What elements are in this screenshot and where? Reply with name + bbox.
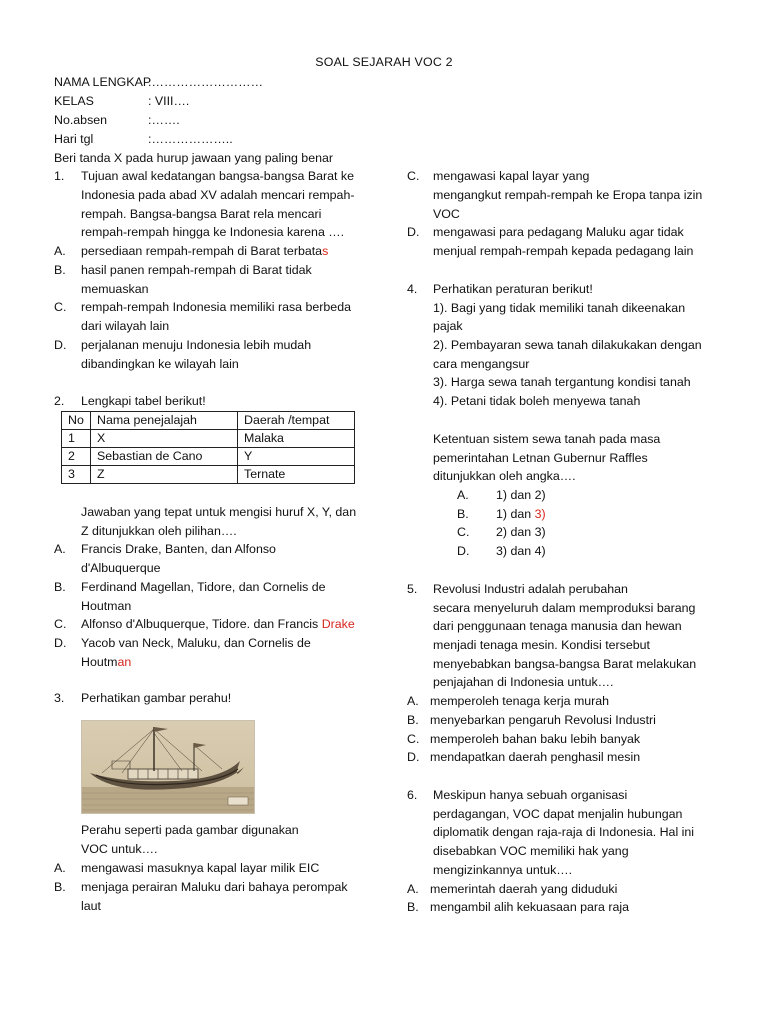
option-letter: B.	[54, 580, 66, 594]
table-cell: Ternate	[238, 466, 355, 484]
table-cell: X	[91, 430, 238, 448]
table-header-cell: Nama penejalajah	[91, 412, 238, 430]
rule-item: pajak	[433, 319, 463, 333]
option-letter: B.	[407, 900, 419, 914]
question-number: 1.	[54, 169, 65, 183]
question-text: Revolusi Industri adalah perubahan	[433, 582, 628, 596]
option-b: menyebarkan pengaruh Revolusi Industri	[430, 713, 656, 727]
rule-item: cara mengangsur	[433, 357, 530, 371]
option-a: Francis Drake, Banten, dan Alfonso	[81, 542, 276, 556]
option-a: persediaan rempah-rempah di Barat terbatas	[81, 244, 329, 258]
option-c-cont: VOC	[433, 207, 460, 221]
option-letter: B.	[54, 263, 66, 277]
table-header-cell: No	[62, 412, 91, 430]
option-c: rempah-rempah Indonesia memiliki rasa berbeda	[81, 300, 351, 314]
option-letter: B.	[407, 713, 419, 727]
option-c: 2) dan 3)	[496, 525, 546, 539]
table-cell: Z	[91, 466, 238, 484]
option-d-cont: Houtman	[81, 655, 132, 669]
rule-item: 1). Bagi yang tidak memiliki tanah dikeenakan	[433, 301, 686, 315]
option-b-cont: Houtman	[81, 599, 132, 613]
ship-illustration	[81, 720, 255, 814]
field-class-label: KELAS	[54, 94, 94, 108]
option-a: mengawasi masuknya kapal layar milik EIC	[81, 861, 320, 875]
option-d: 3) dan 4)	[496, 544, 546, 558]
table-cell: 3	[62, 466, 91, 484]
question-number: 5.	[407, 582, 418, 596]
question-number: 6.	[407, 788, 418, 802]
option-a: 1) dan 2)	[496, 488, 546, 502]
question-text: diplomatik dengan raja-raja di Indonesia. Hal ini	[433, 825, 695, 839]
question-text: Tujuan awal kedatangan bangsa-bangsa Barat ke	[81, 169, 355, 183]
option-c: Alfonso d'Albuquerque, Tidore. dan Francis Drake	[81, 617, 355, 631]
table-cell: Malaka	[238, 430, 355, 448]
option-letter: D.	[54, 636, 67, 650]
option-letter: A.	[54, 861, 66, 875]
question-text: Perhatikan peraturan berikut!	[433, 282, 593, 296]
option-letter: A.	[407, 694, 419, 708]
field-absen-label: No.absen	[54, 113, 108, 127]
question-text: Meskipun hanya sebuah organisasi	[433, 788, 628, 802]
field-name-value: :………………………	[148, 75, 263, 89]
field-absen-value: :…….	[148, 113, 180, 127]
table-cell: Y	[238, 448, 355, 466]
option-letter: D.	[54, 338, 67, 352]
option-b: hasil panen rempah-rempah di Barat tidak	[81, 263, 312, 277]
option-letter: C.	[54, 300, 67, 314]
option-letter: C.	[54, 617, 67, 631]
table-cell: 1	[62, 430, 91, 448]
option-b: mengambil alih kekuasaan para raja	[430, 900, 630, 914]
option-c: memperoleh bahan baku lebih banyak	[430, 732, 641, 746]
option-letter: C.	[407, 169, 420, 183]
option-letter: A.	[54, 244, 66, 258]
field-date-label: Hari tgl	[54, 132, 94, 146]
option-letter: A.	[407, 882, 419, 896]
option-d: mendapatkan daerah penghasil mesin	[430, 750, 641, 764]
question-text: rempah-rempah hingga ke Indonesia karena ….	[81, 225, 345, 239]
option-b-cont: laut	[81, 899, 101, 913]
option-b: 1) dan 3)	[496, 507, 546, 521]
option-letter: C.	[457, 525, 470, 539]
option-b-cont: memuaskan	[81, 282, 149, 296]
table-cell: 2	[62, 448, 91, 466]
question-text: Perahu seperti pada gambar digunakan	[81, 823, 299, 837]
question-text: secara menyeluruh dalam memproduksi barang	[433, 601, 696, 615]
instruction-text: Beri tanda X pada hurup jawaan yang paling benar	[54, 151, 333, 165]
option-letter: A.	[54, 542, 66, 556]
table-row	[62, 448, 355, 466]
question-text: perdagangan, VOC dapat menjalin hubungan	[433, 807, 683, 821]
question-text: Indonesia pada abad XV adalah mencari rempah-	[81, 188, 355, 202]
question-text: penjajahan di Indonesia untuk….	[433, 675, 614, 689]
option-a-cont: d'Albuquerque	[81, 561, 161, 575]
rule-item: 4). Petani tidak boleh menyewa tanah	[433, 394, 641, 408]
rule-item: 3). Harga sewa tanah tergantung kondisi tanah	[433, 375, 691, 389]
option-a: memerintah daerah yang diduduki	[430, 882, 618, 896]
question-number: 3.	[54, 691, 65, 705]
option-c-cont: mengangkut rempah-rempah ke Eropa tanpa izin	[433, 188, 703, 202]
rule-item: 2). Pembayaran sewa tanah dilakukakan dengan	[433, 338, 702, 352]
option-d-cont: menjual rempah-rempah kepada pedagang lain	[433, 244, 694, 258]
option-d-cont: dibandingkan ke wilayah lain	[81, 357, 239, 371]
question-text: VOC untuk….	[81, 842, 158, 856]
question-number: 4.	[407, 282, 418, 296]
table-row	[62, 466, 355, 484]
table-row	[62, 430, 355, 448]
table-cell: Sebastian de Cano	[91, 448, 238, 466]
field-date-value: :………………..	[148, 132, 233, 146]
option-letter: B.	[457, 507, 469, 521]
explorer-table	[61, 411, 355, 484]
page-title: SOAL SEJARAH VOC 2	[315, 55, 453, 69]
question-text: Perhatikan gambar perahu!	[81, 691, 232, 705]
question-text: rempah. Bangsa-bangsa Barat rela mencari	[81, 207, 322, 221]
question-text: Jawaban yang tepat untuk mengisi huruf X, Y, dan	[81, 505, 357, 519]
field-name-label: NAMA LENGKAP	[54, 75, 152, 89]
question-text: dari penggunaan tenaga manusia dan hewan	[433, 619, 682, 633]
option-c-cont: dari wilayah lain	[81, 319, 170, 333]
question-number: 2.	[54, 394, 65, 408]
question-text: disebabkan VOC memiliki hak yang	[433, 844, 629, 858]
option-b: Ferdinand Magellan, Tidore, dan Cornelis de	[81, 580, 326, 594]
option-d: mengawasi para pedagang Maluku agar tidak	[433, 225, 684, 239]
option-d: Yacob van Neck, Maluku, dan Cornelis de	[81, 636, 311, 650]
option-letter: D.	[407, 225, 420, 239]
table-header-cell: Daerah /tempat	[238, 412, 355, 430]
question-text: Lengkapi tabel berikut!	[81, 394, 206, 408]
question-text: mengizinkannya untuk….	[433, 863, 573, 877]
question-text: pemerintahan Letnan Gubernur Raffles	[433, 451, 648, 465]
option-c: mengawasi kapal layar yang	[433, 169, 590, 183]
question-text: menyebabkan bangsa-bangsa Barat melakukan	[433, 657, 697, 671]
option-letter: D.	[407, 750, 420, 764]
option-b: menjaga perairan Maluku dari bahaya perompak	[81, 880, 348, 894]
question-text: Ketentuan sistem sewa tanah pada masa	[433, 432, 661, 446]
option-letter: D.	[457, 544, 470, 558]
option-a: memperoleh tenaga kerja murah	[430, 694, 610, 708]
table-header-row	[62, 412, 355, 430]
field-class-value: : VIII….	[148, 94, 190, 108]
option-d: perjalanan menuju Indonesia lebih mudah	[81, 338, 312, 352]
question-text: menjadi tenaga mesin. Kondisi tersebut	[433, 638, 650, 652]
option-letter: C.	[407, 732, 420, 746]
question-text: Z ditunjukkan oleh pilihan….	[81, 524, 237, 538]
question-text: ditunjukkan oleh angka….	[433, 469, 576, 483]
option-letter: A.	[457, 488, 469, 502]
option-letter: B.	[54, 880, 66, 894]
